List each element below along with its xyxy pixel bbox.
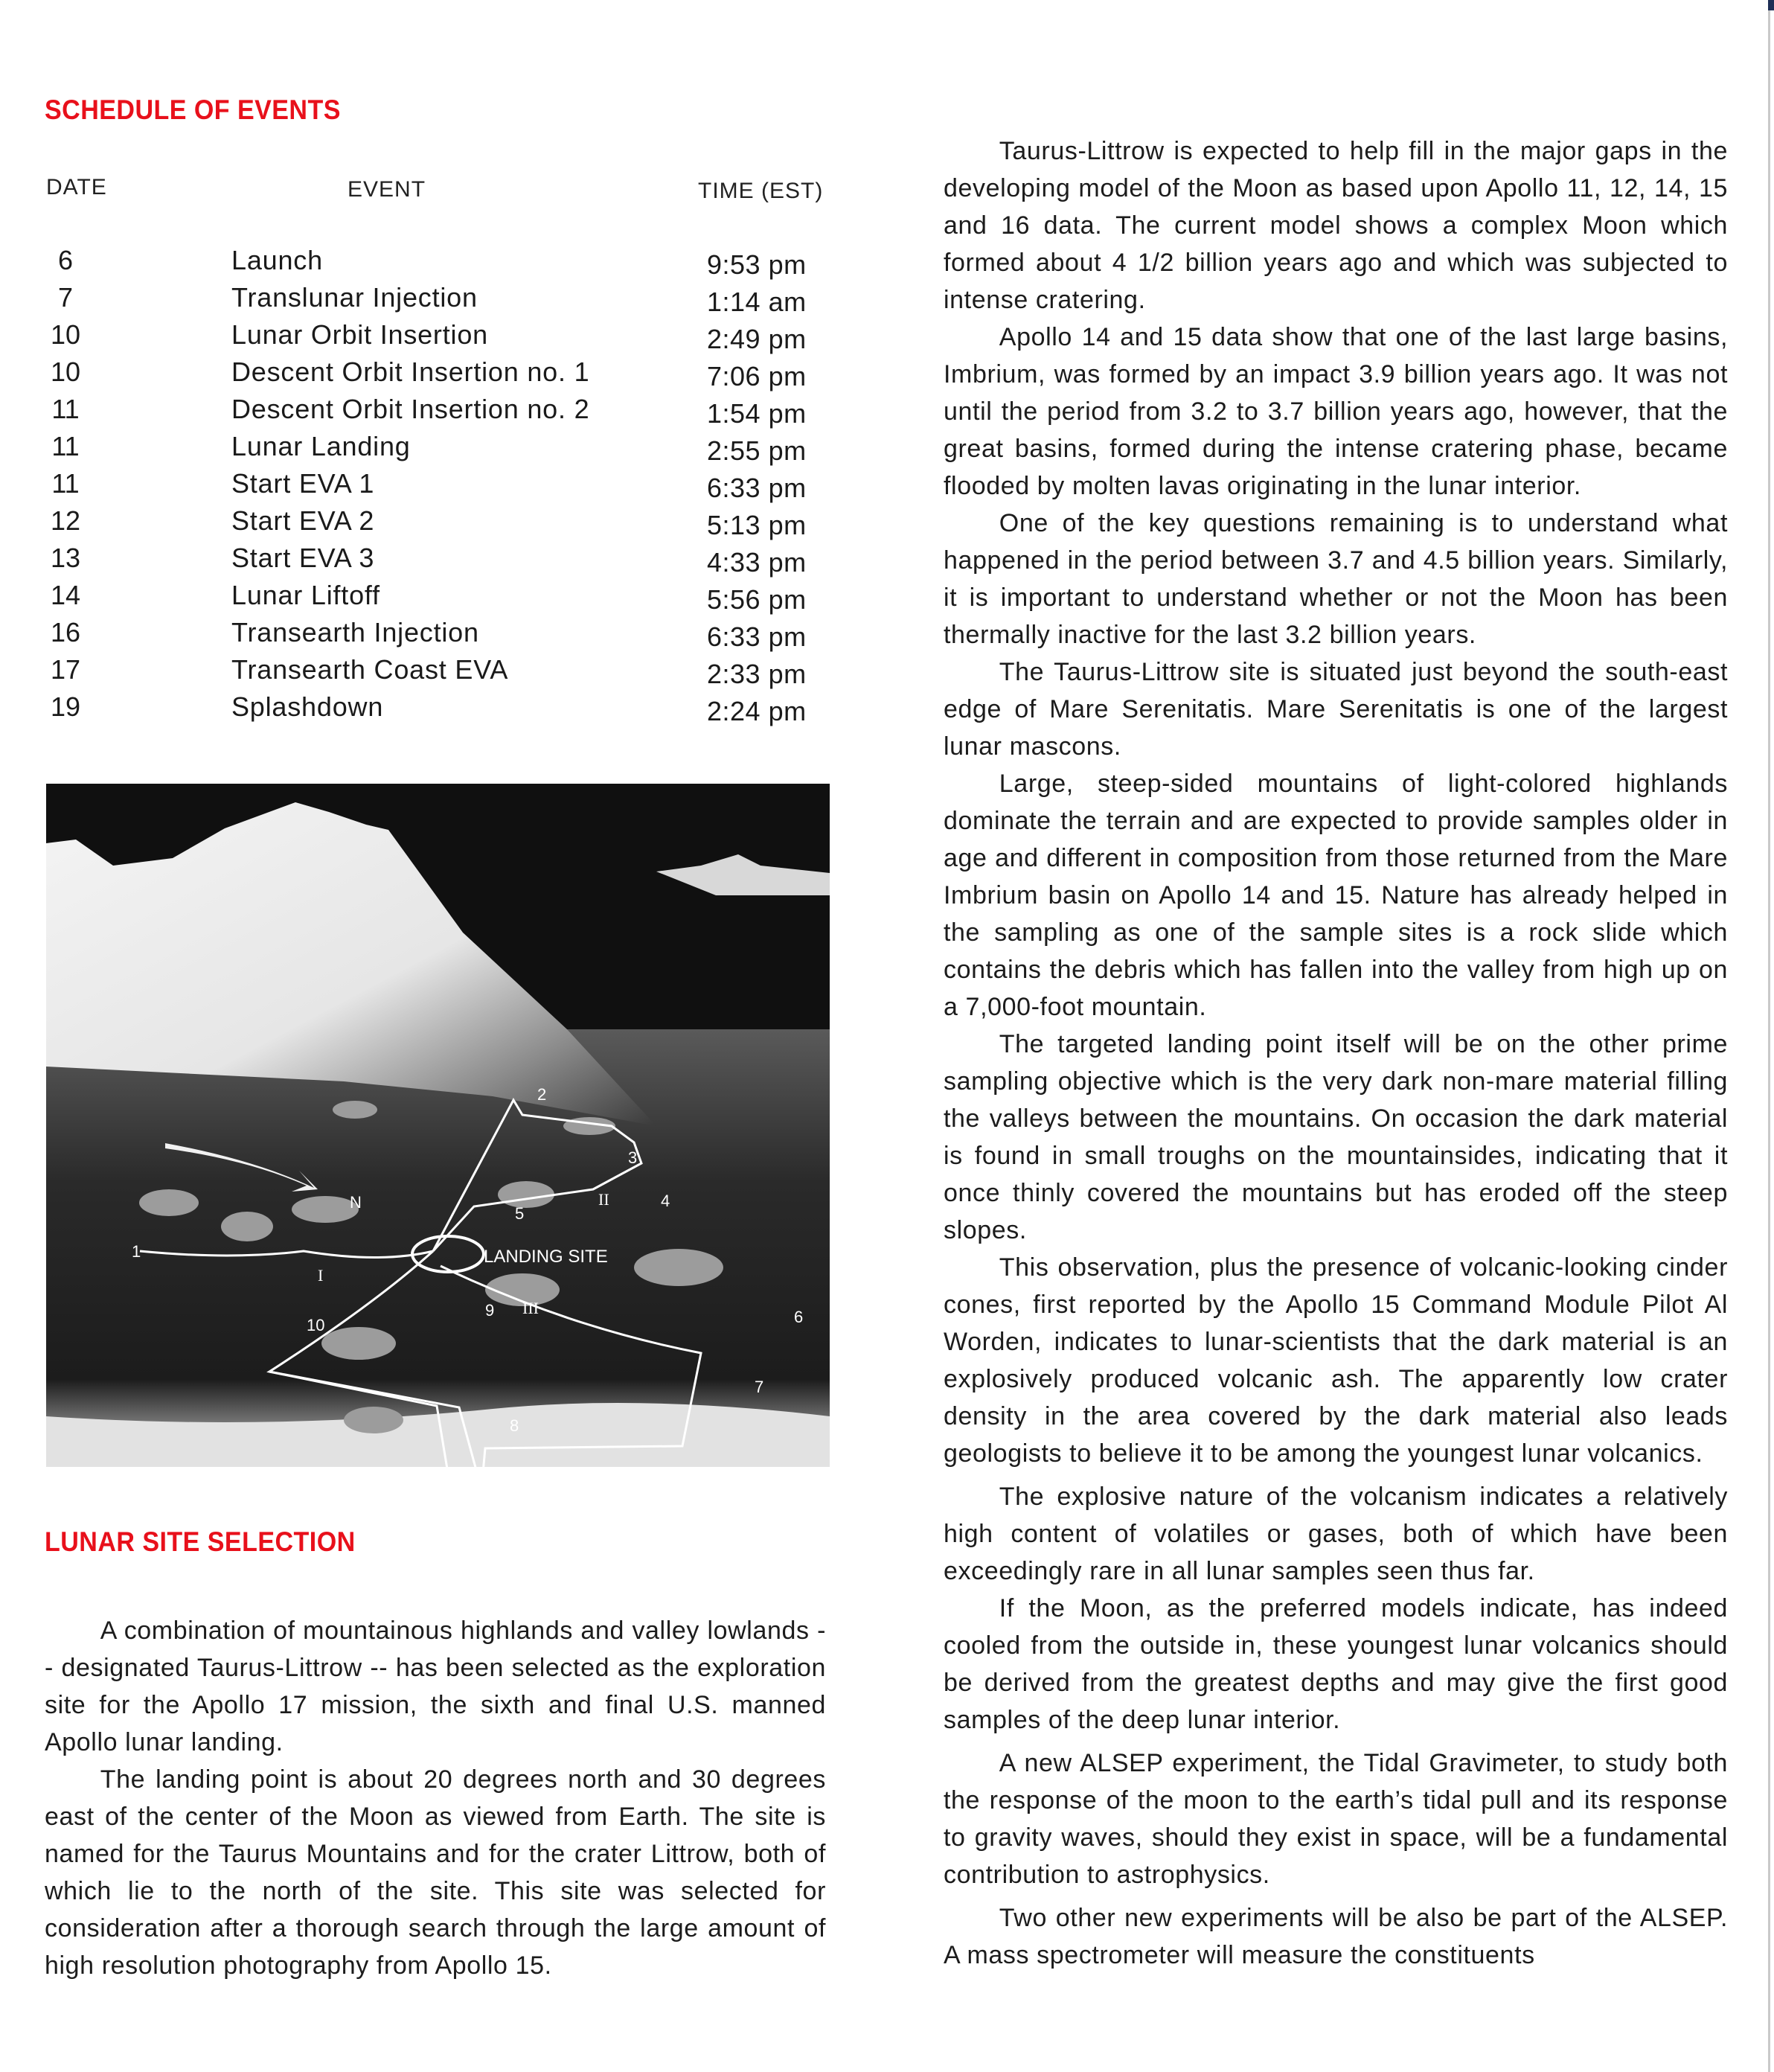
paragraph: If the Moon, as the preferred models indicate, has indeed cooled from the outside in, these youngest lunar volcanics should be derived from the greatest depths and may give the first good samples of the deep lunar interior. (944, 1594, 1728, 1734)
paragraph: A combination of mountainous highlands and valley lowlands -- designated Taurus-Littrow -- has been selected as the exploration site for the Apollo 17 mission, the sixth and final U.S. manned Apollo lunar landing. (45, 1617, 826, 1756)
row-date: 10 (50, 319, 81, 350)
table-row (0, 688, 848, 726)
station-label: 6 (794, 1308, 804, 1326)
page-edge-mark (1768, 0, 1774, 10)
landing-site-illustration (46, 784, 830, 1467)
paragraph: Taurus-Littrow is expected to help fill in the major gaps in the developing model of the Moon as based upon Apollo 11, 12, 14, 15 and 16 data. The current model shows a complex Moon which formed about 4 1/2 billion years ago and which was subjected to intense cratering. (944, 137, 1728, 314)
row-date: 12 (50, 505, 81, 536)
table-row (0, 316, 848, 354)
row-time: 2:55 pm (707, 435, 807, 466)
paragraph: The landing point is about 20 degrees north and 30 degrees east of the center of the Moon as viewed from Earth. The site is named for the Taurus Mountains and for the crater Littrow, both of which lie to the north of the site. This site was selected for consideration after a thorough search through the large amount of high resolution photography from Apollo 15. (45, 1765, 826, 1980)
table-row (0, 502, 848, 540)
row-date: 10 (50, 356, 81, 387)
station-label: 2 (537, 1085, 547, 1104)
station-label: 9 (485, 1301, 495, 1320)
station-label: 10 (307, 1316, 325, 1334)
row-event: Descent Orbit Insertion no. 2 (231, 394, 590, 424)
row-time: 5:56 pm (707, 584, 807, 615)
paragraph: Large, steep-sided mountains of light-colored highlands dominate the terrain and are expected to provide samples older in age and different in composition from those returned from the Mare Imbrium basin on Apollo 14 and 15. Nature has already helped in the sampling as one of the sample sites is a rock slide which contains the debris which has fallen into the valley from high up on a 7,000-foot mountain. (944, 770, 1728, 1021)
row-time: 5:13 pm (707, 510, 807, 540)
paragraph: One of the key questions remaining is to understand what happened in the period between 3.7 and 4.5 billion years. Similarly, it is important to understand whether or not the Moon has been thermally inactive for the last 3.2 billion years. (944, 509, 1728, 649)
landing-site-label: LANDING SITE (484, 1247, 608, 1267)
table-row (0, 614, 848, 651)
table-row (0, 391, 848, 428)
station-label: 8 (510, 1416, 519, 1435)
paragraph: The Taurus-Littrow site is situated just beyond the south-east edge of Mare Serenitatis. Mare Serenitatis is one of the largest lunar mascons. (944, 658, 1728, 761)
row-time: 2:33 pm (707, 659, 807, 689)
table-row (0, 540, 848, 577)
row-event: Launch (231, 245, 323, 275)
row-date: 16 (50, 617, 81, 648)
paragraph: Apollo 14 and 15 data show that one of the last large basins, Imbrium, was formed by an impact 3.9 billion years ago. It was not until the period from 3.2 to 3.7 billion years ago, however, that the great basins, formed during the intense cratering phase, became flooded by molten lavas originating in the lunar interior. (944, 323, 1728, 500)
row-date: 6 (57, 245, 74, 275)
row-date: 13 (50, 543, 81, 573)
station-label: 1 (132, 1242, 141, 1261)
paragraph: The targeted landing point itself will be on the other prime sampling objective which is the very dark non-mare material filling the valleys between the mountains. On occasion the dark material is found in small troughs on the mountainsides, indicating that it once thinly covered the mountains but has eroded off the steep slopes. (944, 1030, 1728, 1244)
traverse-label: III (522, 1299, 539, 1317)
row-event: Transearth Coast EVA (231, 654, 509, 685)
row-time: 1:54 pm (707, 398, 807, 429)
table-row (0, 577, 848, 614)
landing-site-photo (46, 784, 830, 1467)
paragraph: The explosive nature of the volcanism indicates a relatively high content of volatiles or gases, both of which have been exceedingly rare in all lunar samples seen thus far. (944, 1483, 1728, 1585)
table-row (0, 651, 848, 688)
station-label: 4 (661, 1192, 670, 1210)
row-date: 11 (51, 394, 80, 424)
row-event: Transearth Injection (231, 617, 479, 648)
row-event: Lunar Liftoff (231, 580, 380, 610)
traverse-label: II (598, 1190, 609, 1209)
table-row (0, 465, 848, 502)
row-date: 19 (50, 691, 81, 722)
row-date: 17 (50, 654, 81, 685)
row-time: 6:33 pm (707, 621, 807, 652)
row-time: 9:53 pm (707, 249, 807, 280)
schedule-heading: SCHEDULE OF EVENTS (45, 95, 341, 125)
row-date: 11 (51, 468, 80, 499)
paragraph: A new ALSEP experiment, the Tidal Gravimeter, to study both the response of the moon to the earth’s tidal pull and its response to gravity waves, should they exist in space, will be a fundamental contribution to astrophysics. (944, 1749, 1728, 1889)
paragraph: This observation, plus the presence of volcanic-looking cinder cones, first reported by the Apollo 15 Command Module Pilot Al Worden, indicates to lunar-scientists that the dark material is an explosively produced volcanic ash. The apparently low crater density in the area covered by the dark material also leads geologists to believe it to be among the youngest lunar volcanics. (944, 1253, 1728, 1468)
page-edge-line (1768, 0, 1770, 2072)
north-label: N (350, 1193, 362, 1212)
row-time: 2:49 pm (707, 324, 807, 354)
valley-floor (46, 1029, 830, 1467)
station-label: 7 (755, 1378, 764, 1396)
row-event: Lunar Orbit Insertion (231, 319, 488, 350)
row-event: Descent Orbit Insertion no. 1 (231, 356, 590, 387)
row-time: 2:24 pm (707, 696, 807, 726)
row-date: 11 (51, 431, 80, 461)
row-event: Lunar Landing (231, 431, 411, 461)
schedule-table (0, 242, 848, 726)
right-column-body (944, 132, 1728, 1974)
row-event: Start EVA 2 (231, 505, 375, 536)
row-event: Splashdown (231, 691, 384, 722)
row-date: 14 (50, 580, 81, 610)
table-row (0, 428, 848, 465)
table-row (0, 279, 848, 316)
row-event: Translunar Injection (231, 282, 478, 313)
column-header-date: DATE (46, 175, 107, 199)
row-time: 7:06 pm (707, 361, 807, 391)
row-time: 4:33 pm (707, 547, 807, 578)
site-selection-body (45, 1612, 826, 1984)
row-event: Start EVA 1 (231, 468, 375, 499)
column-header-time: TIME (EST) (698, 179, 824, 203)
column-header-event: EVENT (348, 177, 426, 202)
station-label: 3 (628, 1148, 638, 1167)
row-time: 6:33 pm (707, 473, 807, 503)
paragraph: Two other new experiments will be also be part of the ALSEP. A mass spectrometer will measure the constituents (944, 1904, 1728, 1969)
row-event: Start EVA 3 (231, 543, 375, 573)
row-date: 7 (57, 282, 74, 313)
site-selection-heading: LUNAR SITE SELECTION (45, 1526, 356, 1557)
table-row (0, 242, 848, 279)
traverse-label: I (318, 1266, 324, 1285)
table-row (0, 354, 848, 391)
station-label: 5 (515, 1204, 525, 1223)
row-time: 1:14 am (707, 287, 807, 317)
